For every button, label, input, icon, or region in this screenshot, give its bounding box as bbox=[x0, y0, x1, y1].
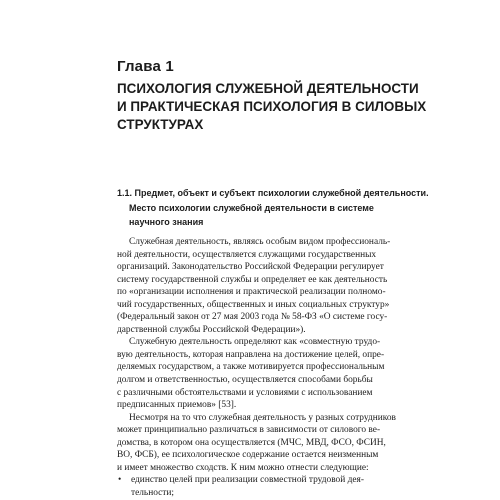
text-line: деляемых государством, а также мотивируется профессиональным bbox=[117, 362, 385, 373]
text-line: предписанных приемов» [53]. bbox=[117, 400, 237, 411]
section-heading-line: научного знания bbox=[129, 217, 204, 227]
bullet-icon: • bbox=[118, 475, 122, 486]
text-line: Служебная деятельность, являясь особым видом профессиональ- bbox=[129, 237, 391, 247]
text-line: и имеет множество сходств. К ним можно отнести следующие: bbox=[117, 462, 369, 473]
bullet-item bbox=[117, 474, 383, 499]
paragraph-2 bbox=[117, 336, 383, 411]
chapter-title-line: И ПРАКТИЧЕСКАЯ ПСИХОЛОГИЯ В СИЛОВЫХ bbox=[117, 98, 427, 114]
chapter-title-line: СТРУКТУРАХ bbox=[117, 116, 204, 132]
text-line: ВО, ФСБ), ее психологическое содержание остается неизменным bbox=[117, 450, 379, 461]
text-line: (Федеральный закон от 27 мая 2003 года № 58-ФЗ «О системе госу- bbox=[117, 312, 388, 323]
text-line: Несмотря на то что служебная деятельность у разных сотрудников bbox=[129, 412, 396, 423]
text-line: по «организации исполнения и практической реализации полномо- bbox=[117, 287, 386, 298]
text-line: долгом и ответственностью, осуществляется способами борьбы bbox=[117, 375, 373, 386]
paragraph-1 bbox=[117, 236, 391, 336]
section-heading bbox=[117, 186, 429, 230]
chapter-title bbox=[117, 79, 427, 133]
text-line: Служебную деятельность определяют как «совместную трудо- bbox=[129, 337, 381, 348]
text-line: с различными обстоятельствами и условиями с использованием bbox=[117, 387, 373, 398]
text-line: организаций. Законодательство Российской Федерации регулирует bbox=[117, 262, 384, 273]
paragraph-3 bbox=[117, 412, 396, 475]
text-line: тельности; bbox=[131, 487, 175, 498]
text-line: систему государственной службы и определяет ее как деятельность bbox=[117, 274, 388, 285]
text-line: чий государственных, общественных и иных социальных структур» bbox=[117, 299, 390, 310]
chapter-label: Глава 1 bbox=[117, 58, 174, 75]
section-heading-line: Место психологии служебной деятельности в системе bbox=[129, 202, 374, 213]
text-line: ной деятельности, осуществляется служащими государственных bbox=[117, 249, 377, 260]
text-line: единство целей при реализации совместной трудовой дея- bbox=[131, 475, 364, 486]
body-text bbox=[117, 236, 396, 499]
text-line: вую деятельность, которая направлена на достижение целей, опре- bbox=[117, 349, 385, 360]
chapter-title-line: ПСИХОЛОГИЯ СЛУЖЕБНОЙ ДЕЯТЕЛЬНОСТИ bbox=[117, 80, 419, 96]
text-line: может принципиально различаться в зависимости от силового ве- bbox=[117, 425, 381, 436]
text-line: домства, в котором она осуществляется (МЧС, МВД, ФСО, ФСИН, bbox=[117, 437, 386, 448]
section-heading-line: 1.1. Предмет, объект и субъект психологии служебной деятельности. bbox=[117, 188, 429, 198]
text-line: дарственной службы Российской Федерации»). bbox=[117, 324, 306, 335]
